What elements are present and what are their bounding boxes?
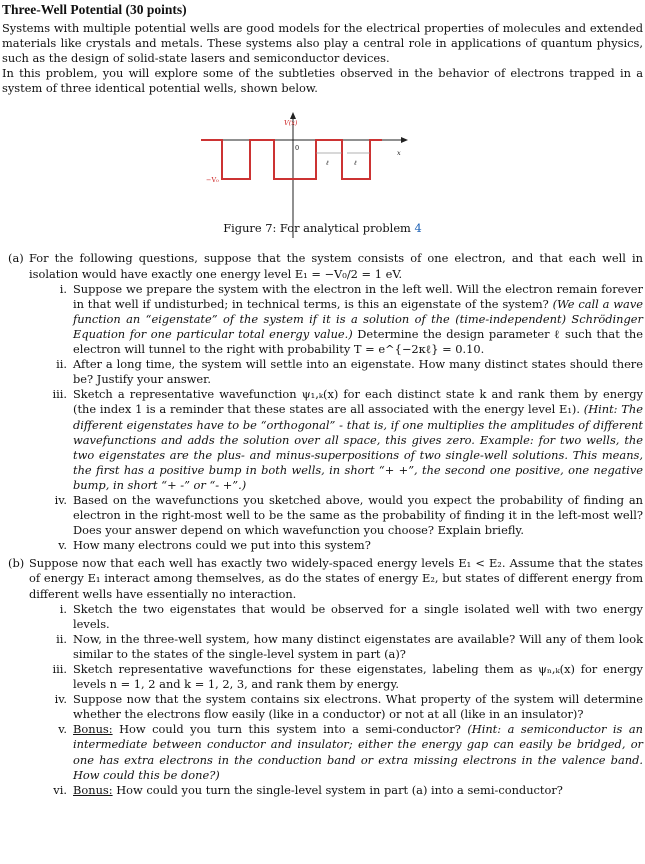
part-a [2,251,643,553]
item-text: Sketch representative wavefunctions for these eigenstates, labeling them as ψₙ,ₖ(x) for energy levels n = 1, 2 and k = 1, 2, 3, and rank them by energy. [73,662,643,692]
item-text: Now, in the three-well system, how many distinct eigenstates are available? Will any of them look similar to the states of the single-level system in part (a)? [73,631,643,661]
depth-label: −V₀ [206,176,219,185]
part-b-item-i [29,602,643,632]
intro-paragraph-2: In this problem, you will explore some of the subtleties observed in the behavior of electrons trapped in a system of three identical potential wells, shown below. [2,66,643,96]
part-a-item-iv [29,493,643,538]
caption-reference-link[interactable]: 4 [414,221,422,236]
bonus-label: Bonus: [73,782,113,797]
item-text: Suppose now that the system contains six electrons. What property of the system will determine whether the electrons flow easily (like in a conductor) or not at all (like in an insulator)? [73,692,643,722]
item-text: Sketch the two eigenstates that would be observed for a single isolated well with two energy levels. [73,601,643,631]
figure-caption [2,221,643,235]
problem-page [2,0,643,798]
item-label: v. [58,722,67,737]
y-axis-arrow [290,112,296,119]
item-text: How many electrons could we put into this system? [73,538,371,553]
item-text: How could you turn the single-level system in part (a) into a semi-conductor? [116,782,563,797]
item-label: iv. [54,692,67,707]
part-a-label: (a) [8,251,24,266]
well-width-label-1: ℓ [326,159,329,168]
problem-title: Three-Well Potential (30 points) [2,2,187,17]
part-a-text: For the following questions, suppose that the system consists of one electron, and that each well in isolation would have exactly one energy level E₁ = −V₀/2 = 1 eV. [29,251,643,281]
item-text: Sketch a representative wavefunction ψ₁,ₖ(x) for each distinct state k and rank them by energy (the index 1 is a reminder that these states are all associated with the energy level E₁). [73,387,643,417]
part-a-item-v [29,538,643,553]
x-axis-arrow [401,137,408,143]
item-text: Based on the wavefunctions you sketched above, would you expect the probability of finding an electron in the right-most well to be the same as the probability of finding it in the left-most well? Does your answer depend on which wavefunction you choose? Explain briefly. [73,492,643,538]
bonus-label: Bonus: [73,722,113,737]
part-a-item-iii [29,387,643,493]
part-b-label: (b) [8,556,25,571]
part-b-text: Suppose now that each well has exactly two widely-spaced energy levels E₁ < E₂. Assume that the states of energy E₁ interact among themselves, as do the states of energy E₂, but states of different energy from different wells have essentially no interaction. [29,556,643,601]
potential-figure [2,98,643,248]
part-b-item-iii [29,662,643,692]
item-label: iv. [54,492,67,507]
item-label: ii. [56,631,67,646]
y-axis-label: V(x) [284,119,298,128]
item-text: Suppose we prepare the system with the electron in the left well. Will the electron remain forever in that well if undisturbed; in technical terms, is this an eigenstate of the system? [73,281,643,311]
part-a-item-ii [29,357,643,387]
well-width-label-2: ℓ [354,159,357,168]
item-label: vi. [53,782,67,797]
part-b [2,556,643,798]
part-b-item-vi [29,783,643,798]
part-b-item-iv [29,692,643,722]
item-label: v. [58,538,67,553]
item-text: After a long time, the system will settle into an eigenstate. How many distinct states should there be? Justify your answer. [73,357,643,387]
part-b-item-ii [29,632,643,662]
item-hint: (Hint: a semiconductor is an intermediate between conductor and insulator; either the energy gap can easily be bridged, or one has extra electrons in the conduction band or extra missing electrons in the valence band. How could this be done?) [73,722,644,782]
item-label: i. [59,281,67,296]
part-b-item-v [29,722,643,782]
part-a-item-i [29,282,643,357]
item-text-continued: Determine the design parameter ℓ such that the electron will tunnel to the right with probability T = e^{−2κℓ} = 0.10. [73,326,643,357]
x-axis-label: x [397,149,401,158]
origin-label: 0 [295,144,300,153]
caption-text: Figure 7: For analytical problem [223,221,415,236]
item-hint: (Hint: The different eigenstates have to be “orthogonal” - that is, if one multiplies the amplitudes of different wavefunctions and adds the solution over all space, this gives zero. Example: for two wells, the two eigenstates are the plus- and minus-superpositions of two single-well solutions. This means, the first has a positive bump in both wells, in short “+ +”, the second one positive, one negative bump, in short “+ -” or “- +”.) [73,402,643,492]
item-label: iii. [52,387,67,402]
item-hint: (We call a wave function an “eigenstate” of the system if it is a solution of the (time-independent) Schrödinger Equation for one particular total energy value.) [73,296,644,341]
intro-paragraph-1: Systems with multiple potential wells are good models for the electrical properties of molecules and extended materials like crystals and metals. These systems also play a central role in applications of quantum physics, such as the design of solid-state lasers and semiconductor devices. [2,21,643,66]
item-label: ii. [56,357,67,372]
item-label: iii. [52,662,67,676]
item-label: i. [59,601,67,616]
item-text: How could you turn this system into a semi-conductor? [119,722,461,737]
